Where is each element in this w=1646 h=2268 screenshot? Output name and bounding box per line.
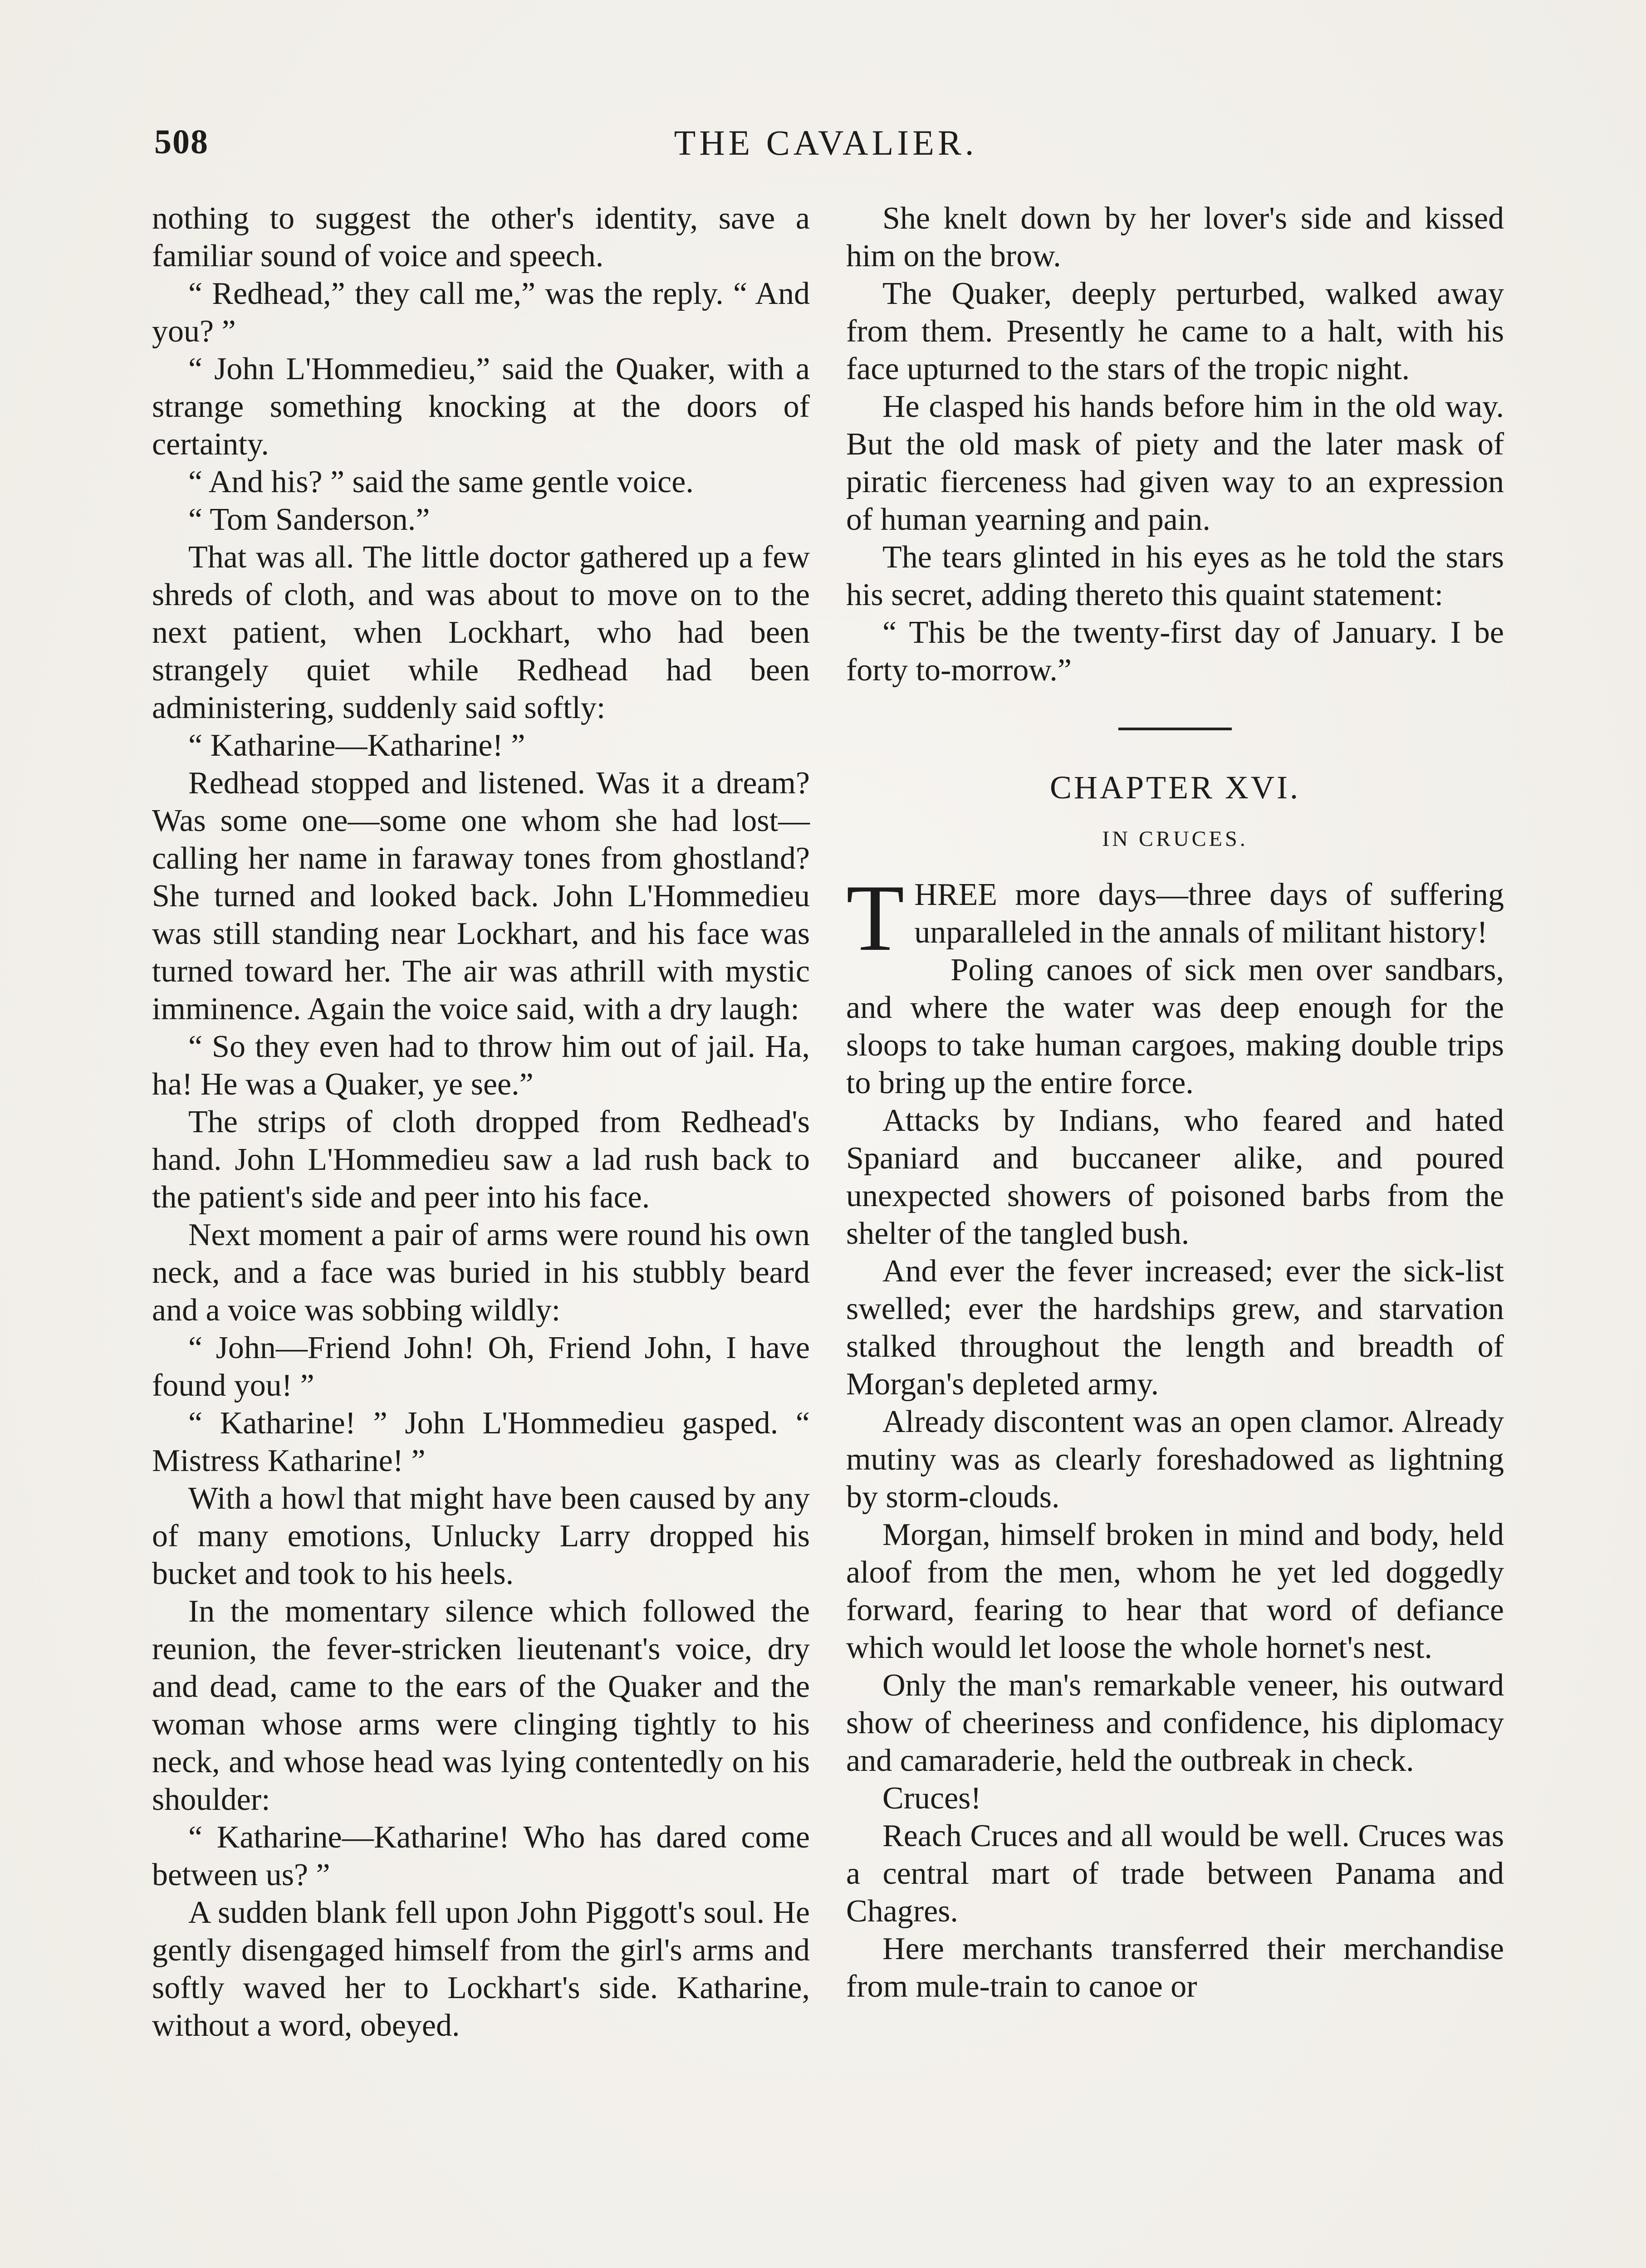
paragraph: The Quaker, deeply perturbed, walked away from them. Presently he came to a halt, with his face upturned to the stars of the tropic night. [846,276,1504,386]
paragraph: She knelt down by her lover's side and kissed him on the brow. [846,201,1504,274]
paragraph: Already discontent was an open clamor. Already mutiny was as clearly foreshadowed as lightning by storm-clouds. [846,1404,1504,1515]
paragraph: With a howl that might have been caused by any of many emotions, Unlucky Larry dropped his bucket and took to his heels. [152,1481,810,1591]
journal-title: THE CAVALIER. [674,123,978,162]
drop-cap: T [846,865,905,971]
paragraph: “ Redhead,” they call me,” was the reply. “ And you? ” [152,276,810,349]
paragraph: Attacks by Indians, who feared and hated Spaniard and buccaneer alike, and poured unexpected showers of poisoned barbs from the shelter of the tangled bush. [846,1103,1504,1251]
paragraph: “ This be the twenty-first day of January. I be forty to-morrow.” [846,615,1504,688]
paragraph: “ John L'Hommedieu,” said the Quaker, with a strange something knocking at the doors of certainty. [152,352,810,462]
paragraph: “ John—Friend John! Oh, Friend John, I have found you! ” [152,1330,810,1403]
page-number: 508 [154,123,209,161]
paragraph: “ Katharine—Katharine! ” [188,728,525,763]
paragraph: Cruces! [882,1781,981,1816]
paragraph: Here merchants transferred their merchandise from mule-train to canoe or [846,1931,1504,2004]
chapter-opening-paragraph [846,865,1504,971]
paragraph: “ And his? ” said the same gentle voice. [188,464,694,499]
paragraph: Reach Cruces and all would be well. Cruces was a central mart of trade between Panama and Chagres. [846,1818,1504,1929]
paragraph: He clasped his hands before him in the old way. But the old mask of piety and the later mask of piratic fierceness had given way to an expression of human yearning and pain. [846,389,1504,537]
paragraph: Only the man's remarkable veneer, his outward show of cheeriness and confidence, his diplomacy and camaraderie, held the outbreak in check. [846,1668,1504,1778]
right-column [846,200,1504,2005]
paragraph: Poling canoes of sick men over sandbars, and where the water was deep enough for the sloops to take human cargoes, making double trips to bring up the entire force. [846,953,1504,1100]
paragraph: nothing to suggest the other's identity, save a familiar sound of voice and speech. [152,201,810,274]
chapter-heading: CHAPTER XVI. [1049,769,1300,806]
paragraph: The strips of cloth dropped from Redhead's hand. John L'Hommedieu saw a lad rush back to the patient's side and peer into his face. [152,1105,810,1215]
paragraph: The tears glinted in his eyes as he told the stars his secret, adding thereto this quaint statement: [846,540,1504,612]
paragraph: In the momentary silence which followed the reunion, the fever-stricken lieutenant's voice, dry and dead, came to the ears of the Quaker and the woman whose arms were clinging tightly to his neck, and whose head was lying contentedly on his shoulder: [152,1594,810,1817]
paragraph: That was all. The little doctor gathered up a few shreds of cloth, and was about to move on to the next patient, when Lockhart, who had been strangely quiet while Redhead had been administering, suddenly said softly: [152,540,810,725]
section-divider [1118,728,1232,730]
paragraph: A sudden blank fell upon John Piggott's soul. He gently disengaged himself from the girl's arms and softly waved her to Lockhart's side. Katharine, without a word, obeyed. [152,1895,810,2043]
paragraph: “ Katharine—Katharine! Who has dared come between us? ” [152,1820,810,1892]
chapter-subtitle: IN CRUCES. [1102,827,1248,851]
opening-text: HREE more days—three days of suffering unparalleled in the annals of militant history! [914,877,1504,950]
paragraph: “ Tom Sanderson.” [188,502,430,537]
paragraph: Morgan, himself broken in mind and body, held aloof from the men, whom he yet led doggedly forward, fearing to hear that word of defiance which would let loose the whole hornet's nest. [846,1517,1504,1665]
paragraph: “ Katharine! ” John L'Hommedieu gasped. “ Mistress Katharine! ” [152,1406,810,1478]
left-column [152,200,810,2044]
running-head [154,122,1497,172]
paragraph: Next moment a pair of arms were round his own neck, and a face was buried in his stubbly beard and a voice was sobbing wildly: [152,1217,810,1328]
paragraph: “ So they even had to throw him out of jail. Ha, ha! He was a Quaker, ye see.” [152,1029,810,1102]
paragraph: And ever the fever increased; ever the sick-list swelled; ever the hardships grew, and starvation stalked throughout the length and breadth of Morgan's depleted army. [846,1254,1504,1402]
paragraph: Redhead stopped and listened. Was it a dream? Was some one—some one whom she had lost—calling her name in faraway tones from ghostland? She turned and looked back. John L'Hommedieu was still standing near Lockhart, and his face was turned toward her. The air was athrill with mystic imminence. Again the voice said, with a dry laugh: [152,766,810,1026]
